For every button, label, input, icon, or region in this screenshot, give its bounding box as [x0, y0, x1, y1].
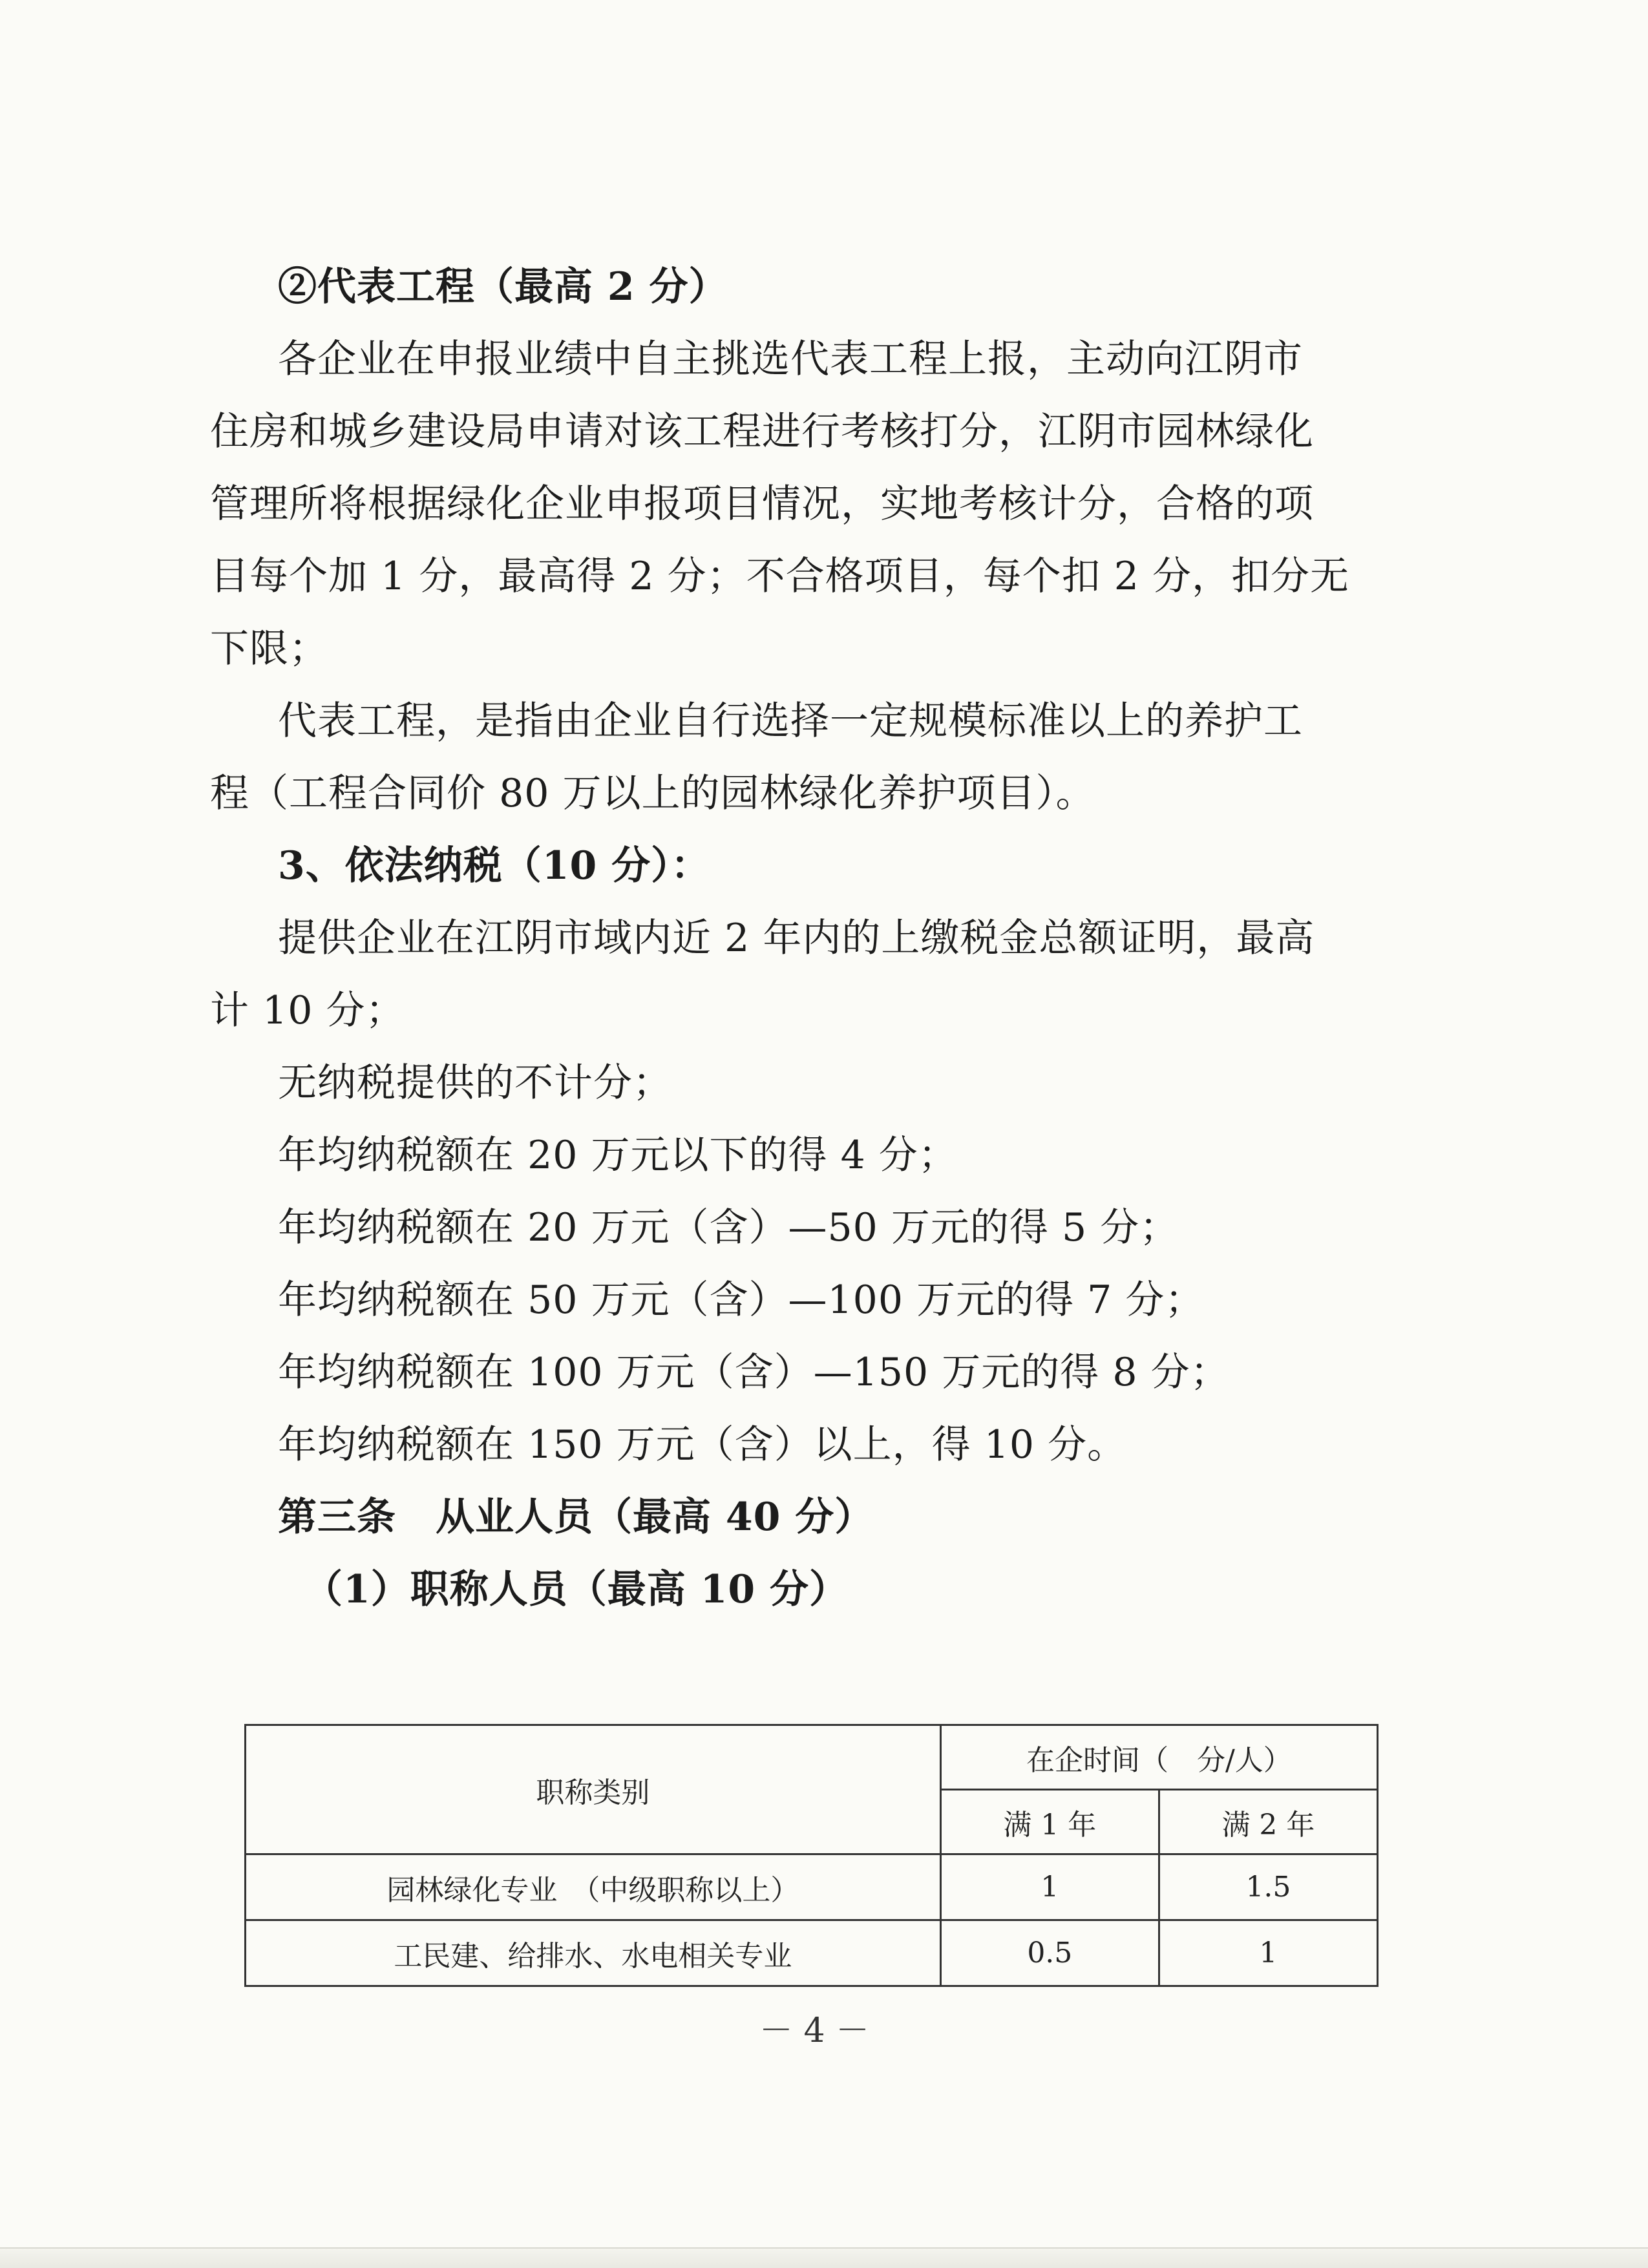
tax-rule-line: 年均纳税额在 100 万元（含）—150 万元的得 8 分； — [278, 1350, 1230, 1395]
paragraph-line: 目每个加 1 分，最高得 2 分；不合格项目，每个扣 2 分，扣分无 — [210, 554, 1349, 599]
paragraph-line: 计 10 分； — [210, 988, 405, 1033]
tax-rule-line: 年均纳税额在 150 万元（含）以上，得 10 分。 — [278, 1422, 1127, 1467]
paragraph-line: 管理所将根据绿化企业申报项目情况，实地考核计分，合格的项 — [210, 481, 1314, 527]
paragraph-line: 下限； — [210, 626, 328, 671]
row-score-two-years: 1 — [1159, 1920, 1377, 1986]
scan-bottom-edge — [0, 2247, 1648, 2268]
sub-header-two-years: 满 2 年 — [1159, 1790, 1377, 1854]
paragraph-line: 提供企业在江阴市域内近 2 年内的上缴税金总额证明，最高 — [278, 916, 1315, 961]
tax-rule-line: 年均纳税额在 20 万元以下的得 4 分； — [278, 1133, 958, 1178]
heading-representative-project: ②代表工程（最高 2 分） — [278, 264, 728, 310]
sub-header-one-year: 满 1 年 — [940, 1790, 1159, 1854]
paragraph-line: 各企业在申报业绩中自主挑选代表工程上报，主动向江阴市 — [278, 337, 1303, 382]
paragraph-line: 程（工程合同价 80 万以上的园林绿化养护项目）。 — [210, 771, 1095, 816]
heading-tax-payment: 3、依法纳税（10 分）： — [278, 843, 711, 888]
tax-rule-line: 年均纳税额在 20 万元（含）—50 万元的得 5 分； — [278, 1205, 1179, 1250]
title-personnel-table — [244, 1724, 1379, 1987]
row-score-one-year: 0.5 — [940, 1920, 1159, 1986]
row-category: 工民建、给排水、水电相关专业 — [246, 1920, 941, 1986]
page-number: － 4 － — [759, 2011, 870, 2050]
tax-rule-line: 年均纳税额在 50 万元（含）—100 万元的得 7 分； — [278, 1277, 1205, 1323]
table-row — [246, 1854, 1378, 1920]
col-header-title-category: 职称类别 — [246, 1725, 941, 1854]
row-score-one-year: 1 — [940, 1854, 1159, 1920]
paragraph-line: 代表工程，是指由企业自行选择一定规模标准以上的养护工 — [278, 698, 1303, 744]
heading-title-personnel: （1）职称人员（最高 10 分） — [304, 1567, 849, 1612]
heading-article-three: 第三条 从业人员（最高 40 分） — [278, 1495, 874, 1540]
row-score-two-years: 1.5 — [1159, 1854, 1377, 1920]
row-category: 园林绿化专业 （中级职称以上） — [246, 1854, 941, 1920]
paragraph-line: 住房和城乡建设局申请对该工程进行考核打分，江阴市园林绿化 — [210, 409, 1314, 454]
table-row — [246, 1920, 1378, 1986]
col-header-tenure: 在企时间（ 分/人） — [940, 1725, 1377, 1790]
paragraph-line: 无纳税提供的不计分； — [278, 1060, 672, 1106]
